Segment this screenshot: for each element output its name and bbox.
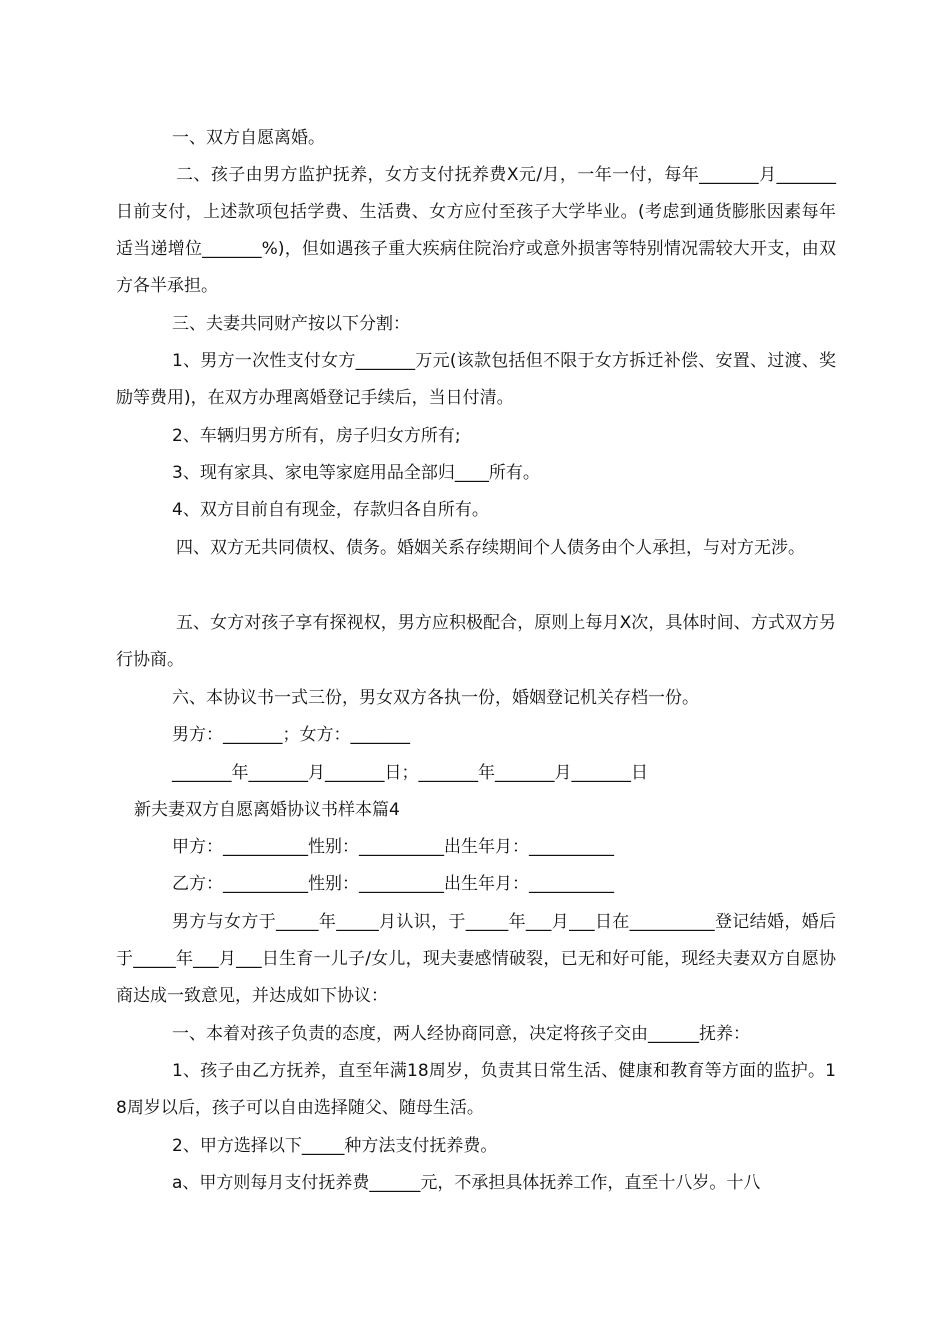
party-b-info: 乙方：__________性别：__________出生年月：__________ (172, 874, 614, 894)
clause-2-child-custody: 二、孩子由男方监护抚养，女方支付抚养费X元/月，一年一付，每年_______月_______日前支付，上述款项包括学费、生活费、女方应付至孩子大学毕业。(考虑到通货膨胀因素每年适当递增位_______%)，但如遇孩子重大疾病住院治疗或意外损害等特别情况需较大开支，由双方各半承担。 (116, 165, 836, 296)
clause-1: 一、双方自愿离婚。 (172, 128, 325, 148)
clause-3-item-2: 2、车辆归男方所有，房子归女方所有; (172, 426, 461, 446)
clause-3-item-1: 1、男方一次性支付女方_______万元(该款包括但不限于女方拆迁补偿、安置、过渡、奖励等费用)，在双方办理离婚登记手续后，当日付清。 (116, 351, 836, 408)
clause-4-debts: 四、双方无共同债权、债务。婚姻关系存续期间个人债务由个人承担，与对方无涉。 (176, 538, 805, 558)
signature-line: 男方：_______；女方：_______ (172, 725, 410, 745)
custody-item-2a: a、甲方则每月支付抚养费______元，不承担具体抚养工作，直至十八岁。十八 (172, 1173, 761, 1193)
marriage-statement: 男方与女方于_____年_____月认识，于_____年___月___日在__________登记结婚，婚后于_____年___月___日生育一儿子/女儿，现夫妻感情破裂，已无和好可能，现经夫妻双方自愿协商达成一致意见，并达成如下协议： (116, 912, 836, 1006)
clause-3-item-3: 3、现有家具、家电等家庭用品全部归____所有。 (172, 463, 540, 483)
clause-3-property: 三、夫妻共同财产按以下分割： (172, 314, 410, 334)
custody-clause-1: 一、本着对孩子负责的态度，两人经协商同意，决定将孩子交由______抚养： (172, 1024, 750, 1044)
section-heading: 新夫妻双方自愿离婚协议书样本篇4 (134, 800, 400, 820)
clause-6-copies: 六、本协议书一式三份，男女双方各执一份，婚姻登记机关存档一份。 (172, 688, 699, 708)
date-line: _______年_______月_______日；_______年_______月_______日 (172, 763, 648, 783)
party-a-info: 甲方：__________性别：__________出生年月：__________ (172, 837, 614, 857)
custody-item-2: 2、甲方选择以下_____种方法支付抚养费。 (172, 1136, 498, 1156)
clause-3-item-4: 4、双方目前自有现金，存款归各自所有。 (172, 500, 489, 520)
clause-5-visitation: 五、女方对孩子享有探视权，男方应积极配合，原则上每月X次，具体时间、方式双方另行协商。 (116, 613, 836, 670)
custody-item-1: 1、孩子由乙方抚养，直至年满18周岁，负责其日常生活、健康和教育等方面的监护。18周岁以后，孩子可以自由选择随父、随母生活。 (116, 1061, 836, 1118)
